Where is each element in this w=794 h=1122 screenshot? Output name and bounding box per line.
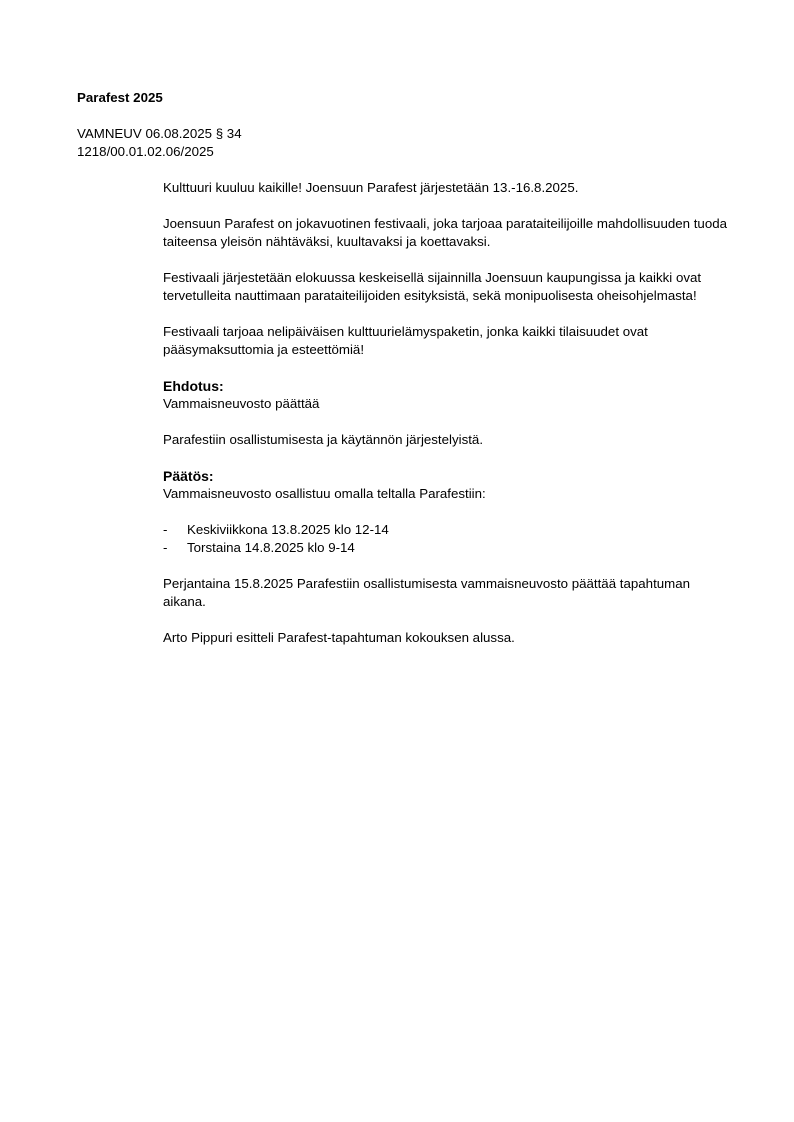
decision-heading: Päätös:	[163, 468, 214, 484]
proposal-section	[163, 377, 733, 413]
list-item	[163, 539, 733, 557]
reference-block	[77, 125, 377, 161]
dash-marker: -	[163, 522, 168, 537]
document-body	[163, 179, 733, 665]
intro-paragraph: Kulttuuri kuuluu kaikille! Joensuun Parafest järjestetään 13.-16.8.2025.	[163, 180, 579, 195]
document-title: Parafest 2025	[77, 90, 163, 105]
schedule-list	[163, 521, 733, 557]
decision-section	[163, 467, 733, 503]
proposal-line: Vammaisneuvosto päättää	[163, 396, 320, 411]
dash-marker: -	[163, 540, 168, 555]
proposal-heading: Ehdotus:	[163, 378, 224, 394]
meeting-reference: VAMNEUV 06.08.2025 § 34	[77, 126, 242, 141]
decision-intro: Vammaisneuvosto osallistuu omalla teltalla Parafestiin:	[163, 486, 486, 501]
schedule-item-text: Torstaina 14.8.2025 klo 9-14	[187, 540, 355, 555]
closing-paragraph: Arto Pippuri esitteli Parafest-tapahtuman kokouksen alussa.	[163, 630, 515, 645]
schedule-item-text: Keskiviikkona 13.8.2025 klo 12-14	[187, 522, 389, 537]
list-item	[163, 521, 733, 539]
proposal-subject: Parafestiin osallistumisesta ja käytännön järjestelyistä.	[163, 432, 484, 447]
friday-decision-paragraph: Perjantaina 15.8.2025 Parafestiin osallistumisesta vammaisneuvosto päättää tapahtuman aikana.	[163, 576, 691, 609]
festival-package-paragraph: Festivaali tarjoaa nelipäiväisen kulttuurielämyspaketin, jonka kaikki tilaisuudet ovat pääsymaksuttomia ja esteettömiä!	[163, 324, 648, 357]
festival-location-paragraph: Festivaali järjestetään elokuussa keskeisellä sijainnilla Joensuun kaupungissa ja kaikki ovat tervetulleita nauttimaan parataiteilijoiden esityksistä, sekä monipuolisesta oheisohjelmasta!	[163, 270, 702, 303]
case-number: 1218/00.01.02.06/2025	[77, 144, 214, 159]
festival-description-paragraph: Joensuun Parafest on jokavuotinen festivaali, joka tarjoaa parataiteilijoille mahdollisuuden tuoda taiteensa yleisön nähtäväksi, kuultavaksi ja koettavaksi.	[163, 216, 728, 249]
